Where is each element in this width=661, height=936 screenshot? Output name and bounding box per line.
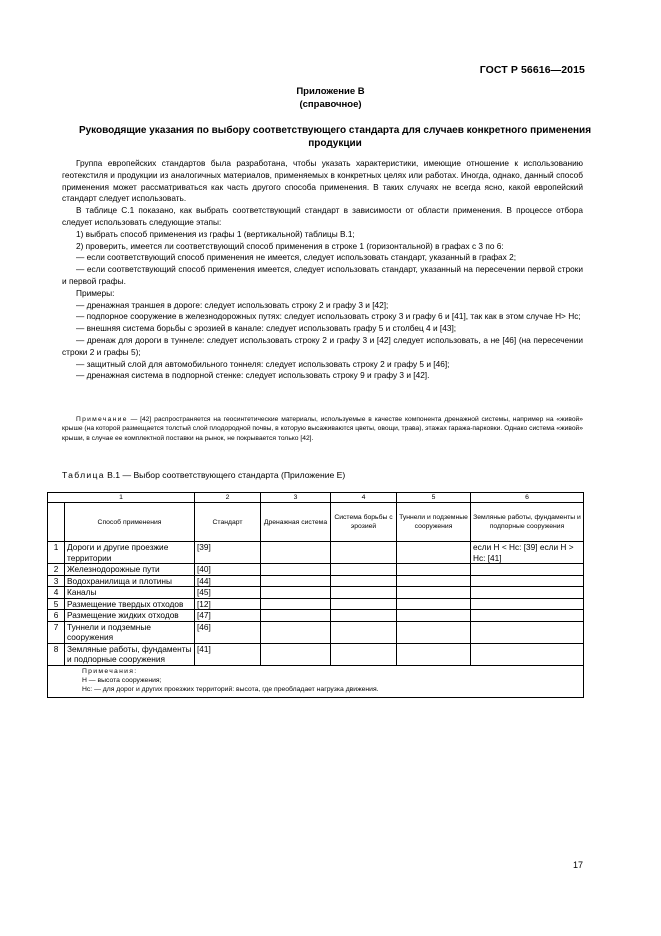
col-number: 4 [331, 493, 397, 503]
body-text [62, 158, 583, 382]
paragraph: — внешняя система борьбы с эрозией в канале: следует использовать графу 5 и столбец 4 и [43]; [76, 323, 457, 334]
application-cell: Водохранилища и плотины [65, 575, 195, 587]
empty-cell [261, 621, 331, 643]
column-header: Туннели и подземные сооружения [397, 503, 471, 542]
row-number: 6 [48, 610, 65, 622]
application-cell: Земляные работы, фундаменты и подпорные сооружения [65, 643, 195, 665]
earthworks-cell [471, 598, 584, 610]
empty-cell [331, 621, 397, 643]
standard-cell: [47] [195, 610, 261, 622]
table-row [48, 587, 584, 599]
note-text: — [42] распространяется на геосинтетические материалы, используемые в качестве компонента дренажной системы, например на «живой» крыше (на которой размещается толстый слой плодородной почвы, в которую высаживаются цветы, овощи, трава), этажах гаража-парковки. Однако система «живой» крыши, в случае ее комплектной поставки на рынок, не покрывается только [42]. [62, 416, 583, 442]
empty-cell [331, 610, 397, 622]
table-row [48, 564, 584, 576]
empty-cell [397, 587, 471, 599]
col-number: 6 [471, 493, 584, 503]
column-header-row [48, 503, 584, 542]
application-cell: Размещение жидких отходов [65, 610, 195, 622]
paragraph: 2) проверить, имеется ли соответствующий способ применения в строке 1 (горизонтальной) в графах с 3 по 6: [76, 240, 504, 251]
footnote-line: Нс: — для дорог и других проезжих территорий: высота, где преобладает нагрузка движения. [82, 685, 379, 693]
table-caption [62, 470, 345, 480]
empty-cell [397, 643, 471, 665]
earthworks-cell [471, 643, 584, 665]
empty-cell [261, 564, 331, 576]
earthworks-cell [471, 610, 584, 622]
paragraph: 1) выбрать способ применения из графы 1 (вертикальной) таблицы В.1; [76, 228, 355, 239]
earthworks-cell [471, 621, 584, 643]
empty-cell [261, 643, 331, 665]
table-footnote [48, 665, 584, 697]
earthworks-cell [471, 575, 584, 587]
application-cell: Туннели и подземные сооружения [65, 621, 195, 643]
row-number: 3 [48, 575, 65, 587]
empty-cell [397, 610, 471, 622]
paragraph: — дренажная система в подпорной стенке: следует использовать строку 9 и графу 3 и [42]. [76, 370, 430, 381]
application-cell: Размещение твердых отходов [65, 598, 195, 610]
standard-header: ГОСТ Р 56616—2015 [479, 64, 585, 76]
application-cell: Железнодорожные пути [65, 564, 195, 576]
table-caption-label: Таблица [62, 470, 105, 480]
paragraph: — дренаж для дороги в туннеле: следует использовать строку 2 и графу 3 и [42] следует использовать, а не [46] (на пересечении строки 2 и графы 5); [62, 334, 583, 357]
empty-cell [261, 575, 331, 587]
row-number: 2 [48, 564, 65, 576]
empty-cell [397, 542, 471, 564]
empty-cell [261, 542, 331, 564]
paragraph: — если соответствующий способ применения имеется, следует использовать стандарт, указанный на пересечении первой строки и первой графы. [62, 264, 583, 286]
empty-cell [397, 621, 471, 643]
footnote-label: Примечания: [82, 667, 138, 675]
standards-table [47, 492, 584, 698]
standard-cell: [40] [195, 564, 261, 576]
table-caption-text: В.1 — Выбор соответствующего стандарта (Приложение Е) [104, 470, 346, 480]
standard-cell: [44] [195, 575, 261, 587]
empty-cell [331, 598, 397, 610]
column-header: Стандарт [195, 503, 261, 542]
paragraph: Группа европейских стандартов была разработана, чтобы указать характеристики, имеющие отношение к использованию геотекстиля и продукции из аналогичных материалов, применяемых в конкретных целях или работах. Иногда, однако, данный способ применения может рассматриваться как часть другого способа применения. В таких случаях не всегда ясно, какой европейский стандарт следует использовать. [62, 158, 583, 204]
standard-cell: [39] [195, 542, 261, 564]
table-footnote-row [48, 665, 584, 697]
column-header: Земляные работы, фундаменты и подпорные сооружения [471, 503, 584, 542]
table-row [48, 610, 584, 622]
row-number: 8 [48, 643, 65, 665]
header-blank [48, 503, 65, 542]
paragraph: — дренажная траншея в дороге: следует использовать строку 2 и графу 3 и [42]; [76, 299, 389, 310]
footnote-line: Н — высота сооружения; [82, 676, 162, 684]
row-number: 7 [48, 621, 65, 643]
row-number: 4 [48, 587, 65, 599]
empty-cell [397, 575, 471, 587]
standard-cell: [41] [195, 643, 261, 665]
column-header: Система борьбы с эрозией [331, 503, 397, 542]
annex-subtitle: (справочное) [299, 99, 362, 110]
paragraph: В таблице С.1 показано, как выбрать соответствующий стандарт в зависимости от области применения. В процессе отбора следует использовать следующие этапы: [62, 205, 583, 227]
table-row [48, 575, 584, 587]
row-number: 1 [48, 542, 65, 564]
col-number: 2 [195, 493, 261, 503]
application-cell: Каналы [65, 587, 195, 599]
column-header: Способ применения [65, 503, 195, 542]
earthworks-cell [471, 587, 584, 599]
col-number: 5 [397, 493, 471, 503]
empty-cell [331, 542, 397, 564]
table-row [48, 621, 584, 643]
table-row [48, 598, 584, 610]
empty-cell [331, 587, 397, 599]
empty-cell [397, 598, 471, 610]
column-header: Дренажная система [261, 503, 331, 542]
page-number: 17 [572, 860, 583, 870]
paragraph: Примеры: [76, 287, 115, 298]
empty-cell [261, 610, 331, 622]
empty-cell [261, 598, 331, 610]
standard-cell: [12] [195, 598, 261, 610]
paragraph: — если соответствующий способ применения не имеется, следует использовать стандарт, указанный в графах 2; [76, 252, 517, 263]
paragraph: — защитный слой для автомобильного тоннеля: следует использовать строку 2 и графу 5 и [46]; [76, 358, 450, 369]
table-row [48, 643, 584, 665]
empty-cell [397, 564, 471, 576]
row-number: 5 [48, 598, 65, 610]
earthworks-cell [471, 564, 584, 576]
empty-cell [331, 575, 397, 587]
annex-title: Приложение В [296, 86, 365, 97]
standard-cell: [46] [195, 621, 261, 643]
application-cell: Дороги и другие проезжие территории [65, 542, 195, 564]
column-number-row [48, 493, 584, 503]
standard-cell: [45] [195, 587, 261, 599]
col-number: 1 [48, 493, 195, 503]
empty-cell [261, 587, 331, 599]
note [62, 415, 583, 443]
earthworks-cell: если Н < Нс: [39] если Н > Нс: [41] [471, 542, 584, 564]
empty-cell [331, 564, 397, 576]
col-number: 3 [261, 493, 331, 503]
table-row [48, 542, 584, 564]
note-label: Примечание [76, 416, 128, 423]
section-title: Руководящие указания по выбору соответствующего стандарта для случаев конкретного применения продукции [78, 125, 592, 149]
empty-cell [331, 643, 397, 665]
paragraph: — подпорное сооружение в железнодорожных путях: следует использовать строку 3 и графу 6 и [41], так как в этом случае Н> Нс; [76, 311, 581, 322]
